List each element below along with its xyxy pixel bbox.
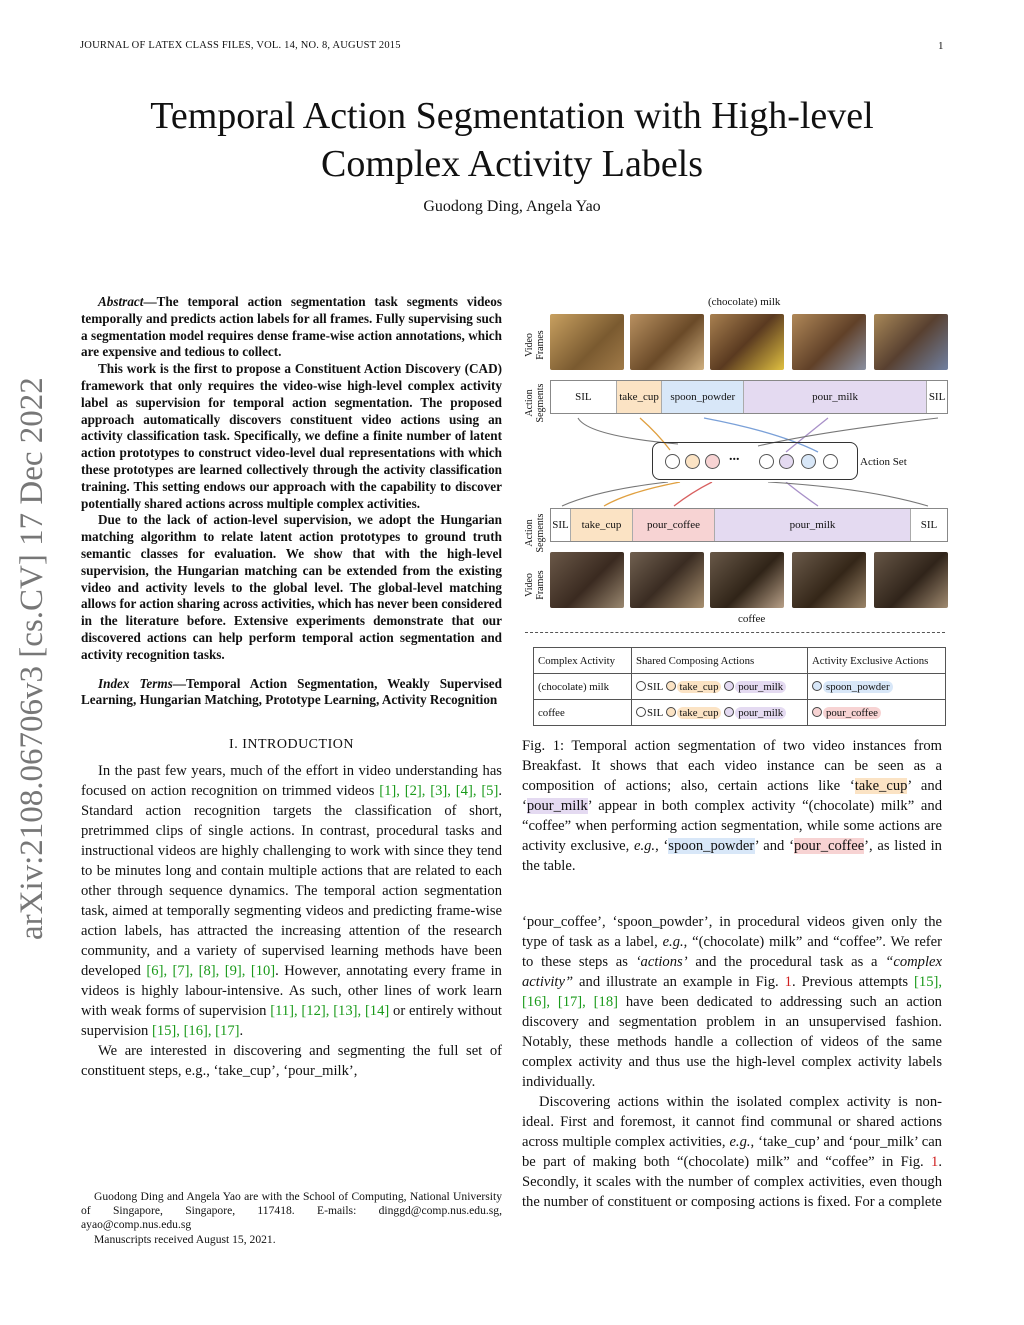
citation-link[interactable]: [1], [2], [3], [4], [5] <box>379 783 499 800</box>
body-text: . Previous attempts <box>791 974 915 990</box>
bottom-segment-bar <box>550 508 948 542</box>
segment-pour-coffee: pour_coffee <box>633 509 715 541</box>
right-paragraph-2 <box>522 1092 942 1212</box>
abstract-p2: This work is the first to propose a Constituent Action Discovery (CAD) framework that only requires the video-wise high-level complex activity label as supervision for temporal action segmentation. The proposed approach automatically discovers constituent video actions using an activity classification task. Specifically, we define a finite number of latent action prototypes to construct video-level dual representations with which these prototypes are learned collectively through the activity classification training. This setting endows our approach with the capability to discover potentially shared actions across multiple complex activities. <box>81 361 502 511</box>
arxiv-stamp: arXiv:2108.06706v3 [cs.CV] 17 Dec 2022 <box>14 377 50 940</box>
page-number: 1 <box>938 40 944 52</box>
action-chip: SIL <box>647 680 663 693</box>
caption-highlight: pour_coffee <box>793 838 865 854</box>
section-heading-introduction: I. INTRODUCTION <box>229 737 354 753</box>
segment-sil: SIL <box>927 381 947 413</box>
figure-link[interactable]: 1 <box>931 1154 939 1170</box>
body-italic: e.g. <box>662 934 684 950</box>
body-text: , ‘take_cup’ and ‘pour_milk’ can be part of making both “(chocolate) milk” and “coffee” in Fig. <box>522 1134 942 1170</box>
segment-sil: SIL <box>551 381 617 413</box>
table-cell-shared <box>632 674 808 700</box>
video-frame <box>792 314 866 370</box>
video-frames-label-bottom: Video Frames <box>524 570 546 600</box>
assignment-arrows-bottom <box>518 482 950 508</box>
caption-highlight: take_cup <box>854 778 908 794</box>
take-cup-icon <box>666 681 676 691</box>
video-frame <box>792 552 866 608</box>
title-line-2: Complex Activity Labels <box>320 143 704 185</box>
index-terms-text: —Temporal Action Segmentation, Weakly Supervised Learning, Hungarian Matching, Prototype Learning, Activity Recognition <box>81 675 502 708</box>
segment-pour-milk: pour_milk <box>744 381 927 413</box>
action-chip: pour_milk <box>735 707 786 719</box>
caption-italic: e.g. <box>633 838 656 854</box>
body-text: Discovering actions within the isolated complex activity is non-ideal. First and foremost, it cannot find communal or shared actions across multiple complex activities, <box>522 1094 942 1150</box>
action-prototype-dot <box>665 454 680 469</box>
video-frame <box>874 314 948 370</box>
action-prototype-dot <box>705 454 720 469</box>
caption-highlight: pour_milk <box>526 798 588 814</box>
table-cell-shared <box>632 700 808 726</box>
figure-divider <box>525 632 945 633</box>
figure-link[interactable]: 1 <box>784 974 792 990</box>
segment-sil: SIL <box>911 509 947 541</box>
action-chip: take_cup <box>677 707 722 719</box>
spoon-powder-icon <box>812 681 822 691</box>
intro-text: . However, annotating every frame in videos is highly labour-intensive. As such, other lines of work learn with weak forms of supervision <box>81 963 502 1020</box>
caption-text: , ‘ <box>655 838 669 854</box>
table-cell-activity: coffee <box>534 700 632 726</box>
abstract-p3: Due to the lack of action-level supervision, we adopt the Hungarian matching algorithm to relate latent action prototypes to ground truth semantic classes for evaluation. We show that with the high-level supervision, the Hungarian matching can be extended from the existing video and activity levels to the global level. The global-level matching allows for action sharing across activities, which has never been considered in the literature before. Extensive experiments demonstrate that our discovered actions can help perform temporal action segmentation and activity recognition tasks. <box>81 512 502 662</box>
pour-milk-icon <box>724 681 734 691</box>
action-segments-label-bottom: Action Segments <box>524 513 546 553</box>
intro-text: . <box>239 1023 244 1040</box>
segment-take-cup: take_cup <box>617 381 663 413</box>
video-frame <box>710 552 784 608</box>
table-cell-exclusive <box>808 700 946 726</box>
pour-coffee-icon <box>812 707 822 717</box>
action-segments-label-top: Action Segments <box>524 383 546 423</box>
abstract <box>81 294 502 664</box>
action-prototype-dot <box>685 454 700 469</box>
action-chip: pour_coffee <box>823 707 881 719</box>
table-cell-exclusive <box>808 674 946 700</box>
table-cell-activity: (chocolate) milk <box>534 674 632 700</box>
index-terms-lead: Index Terms <box>98 675 173 691</box>
video-frame <box>710 314 784 370</box>
caption-text: ’ and ‘ <box>522 778 942 814</box>
table-header-row <box>534 648 946 674</box>
caption-text: ’, as listed in the table. <box>522 838 942 874</box>
body-text: ‘pour_coffee’, ‘spoon_powder’, in procedural videos given only the type of task as a label, <box>522 914 942 950</box>
footnote <box>81 1190 502 1247</box>
body-text: have been dedicated to addressing such an action discovery and segmentation problem in an unsupervised fashion. Notably, these methods handle a collection of videos of the same complex activity and thus use the high-level complex activity labels individually. <box>522 994 942 1090</box>
abstract-p1: —The temporal action segmentation task segments videos temporally and predicts action labels for all frames. Fully supervising such a segmentation model requires dense frame-wise action annotations, which are expensive and tedious to collect. <box>81 294 502 360</box>
index-terms <box>81 676 502 710</box>
abstract-lead: Abstract <box>98 294 144 309</box>
table-header: Activity Exclusive Actions <box>808 648 946 674</box>
segment-spoon-powder: spoon_powder <box>662 381 744 413</box>
intro-paragraph-2: We are interested in discovering and segmenting the full set of constituent steps, e.g., ‘take_cup’, ‘pour_milk’, <box>81 1043 502 1080</box>
action-prototype-dot <box>759 454 774 469</box>
body-text: and illustrate an example in Fig. <box>573 974 785 990</box>
table-header: Complex Activity <box>534 648 632 674</box>
intro-text: . Standard action recognition targets the classification of short, pretrimmed clips of single actions. In contrast, procedural tasks and instructional videos are highly challenging to work with since they tend to be minutes long and contain multiple actions that are related to each other through sequence dynamics. The temporal action segmentation task, aimed at temporally segmenting videos and predicting frame-wise action labels, has attracted the increasing attention of the research community, and a variety of supervised learning methods have been developed <box>81 783 502 980</box>
title-line-1: Temporal Action Segmentation with High-level <box>150 95 874 137</box>
intro-text: In the past few years, much of the effort in video understanding has focused on action recognition on trimmed videos <box>81 763 502 800</box>
footnote-received: Manuscripts received August 15, 2021. <box>94 1232 276 1246</box>
action-prototype-dot <box>801 454 816 469</box>
caption-highlight: spoon_powder <box>668 838 755 854</box>
left-column <box>81 294 502 1081</box>
segment-sil: SIL <box>551 509 571 541</box>
authors: Guodong Ding, Angela Yao <box>423 198 601 215</box>
sil-icon <box>636 707 646 717</box>
table-header: Shared Composing Actions <box>632 648 808 674</box>
figure-top-label: (chocolate) milk <box>708 296 781 308</box>
sil-icon <box>636 681 646 691</box>
caption-prefix: Fig. 1: <box>522 738 572 754</box>
pour-milk-icon <box>724 707 734 717</box>
figure-caption <box>522 736 942 876</box>
table-row <box>534 700 946 726</box>
video-frame <box>874 552 948 608</box>
action-prototype-dot <box>779 454 794 469</box>
table-row <box>534 674 946 700</box>
paper-title <box>0 92 1024 188</box>
citation-link[interactable]: [15], [16], [17], [18] <box>522 974 942 1010</box>
citation-link[interactable]: [15], [16], [17] <box>151 1023 240 1040</box>
caption-text: ’ and ‘ <box>754 838 794 854</box>
body-italic: ‘actions’ <box>635 954 688 970</box>
caption-text: ’ appear in both complex activity “(chocolate) milk” and “coffee” when performing action segmentation, while some actions are activity exclusive, <box>522 798 942 854</box>
body-text: and the procedural task as a <box>687 954 886 970</box>
video-frame <box>550 314 624 370</box>
body-italic: “complex activity” <box>522 954 942 990</box>
intro-paragraph-1 <box>81 761 502 1041</box>
action-chip: take_cup <box>677 681 722 693</box>
caption-text: Temporal action segmentation of two video instances from Breakfast. It shows that each video instance can be seen as a composition of actions; also, certain actions like ‘ <box>522 738 942 794</box>
intro-text: or entirely without supervision <box>81 1003 502 1040</box>
figure-bottom-label: coffee <box>738 613 766 625</box>
body-italic: e.g. <box>729 1134 751 1150</box>
action-set-box <box>652 442 858 480</box>
right-paragraph-1 <box>522 912 942 1092</box>
video-frame <box>630 314 704 370</box>
action-chip: pour_milk <box>735 681 786 693</box>
action-chip: spoon_powder <box>823 681 893 693</box>
action-set-ellipsis: ... <box>729 449 740 464</box>
action-prototype-dot <box>823 454 838 469</box>
body-text: , “(chocolate) milk” and “coffee”. We refer to these steps as <box>522 934 942 970</box>
video-frame <box>630 552 704 608</box>
video-frame <box>550 552 624 608</box>
segment-take-cup: take_cup <box>571 509 633 541</box>
top-segment-bar <box>550 380 948 414</box>
action-chip: SIL <box>647 706 663 719</box>
footnote-affiliation: Guodong Ding and Angela Yao are with the School of Computing, National University of Singapore, Singapore, 117418. E-mails: dinggd@comp.nus.edu.sg, ayao@comp.nus.edu.sg <box>81 1190 502 1232</box>
segment-pour-milk: pour_milk <box>715 509 911 541</box>
right-column <box>522 912 942 1212</box>
citation-link[interactable]: [11], [12], [13], [14] <box>270 1003 390 1020</box>
running-head: JOURNAL OF LATEX CLASS FILES, VOL. 14, NO. 8, AUGUST 2015 <box>80 40 401 51</box>
figure-1 <box>518 292 950 732</box>
video-frames-label-top: Video Frames <box>524 330 546 360</box>
action-set-label: Action Set <box>860 456 907 468</box>
citation-link[interactable]: [6], [7], [8], [9], [10] <box>146 963 276 980</box>
take-cup-icon <box>666 707 676 717</box>
activity-table <box>533 647 946 726</box>
body-text: . Secondly, it scales with the number of complex activities, even though the number of constituent or composing actions is fixed. For a complete <box>522 1154 942 1210</box>
